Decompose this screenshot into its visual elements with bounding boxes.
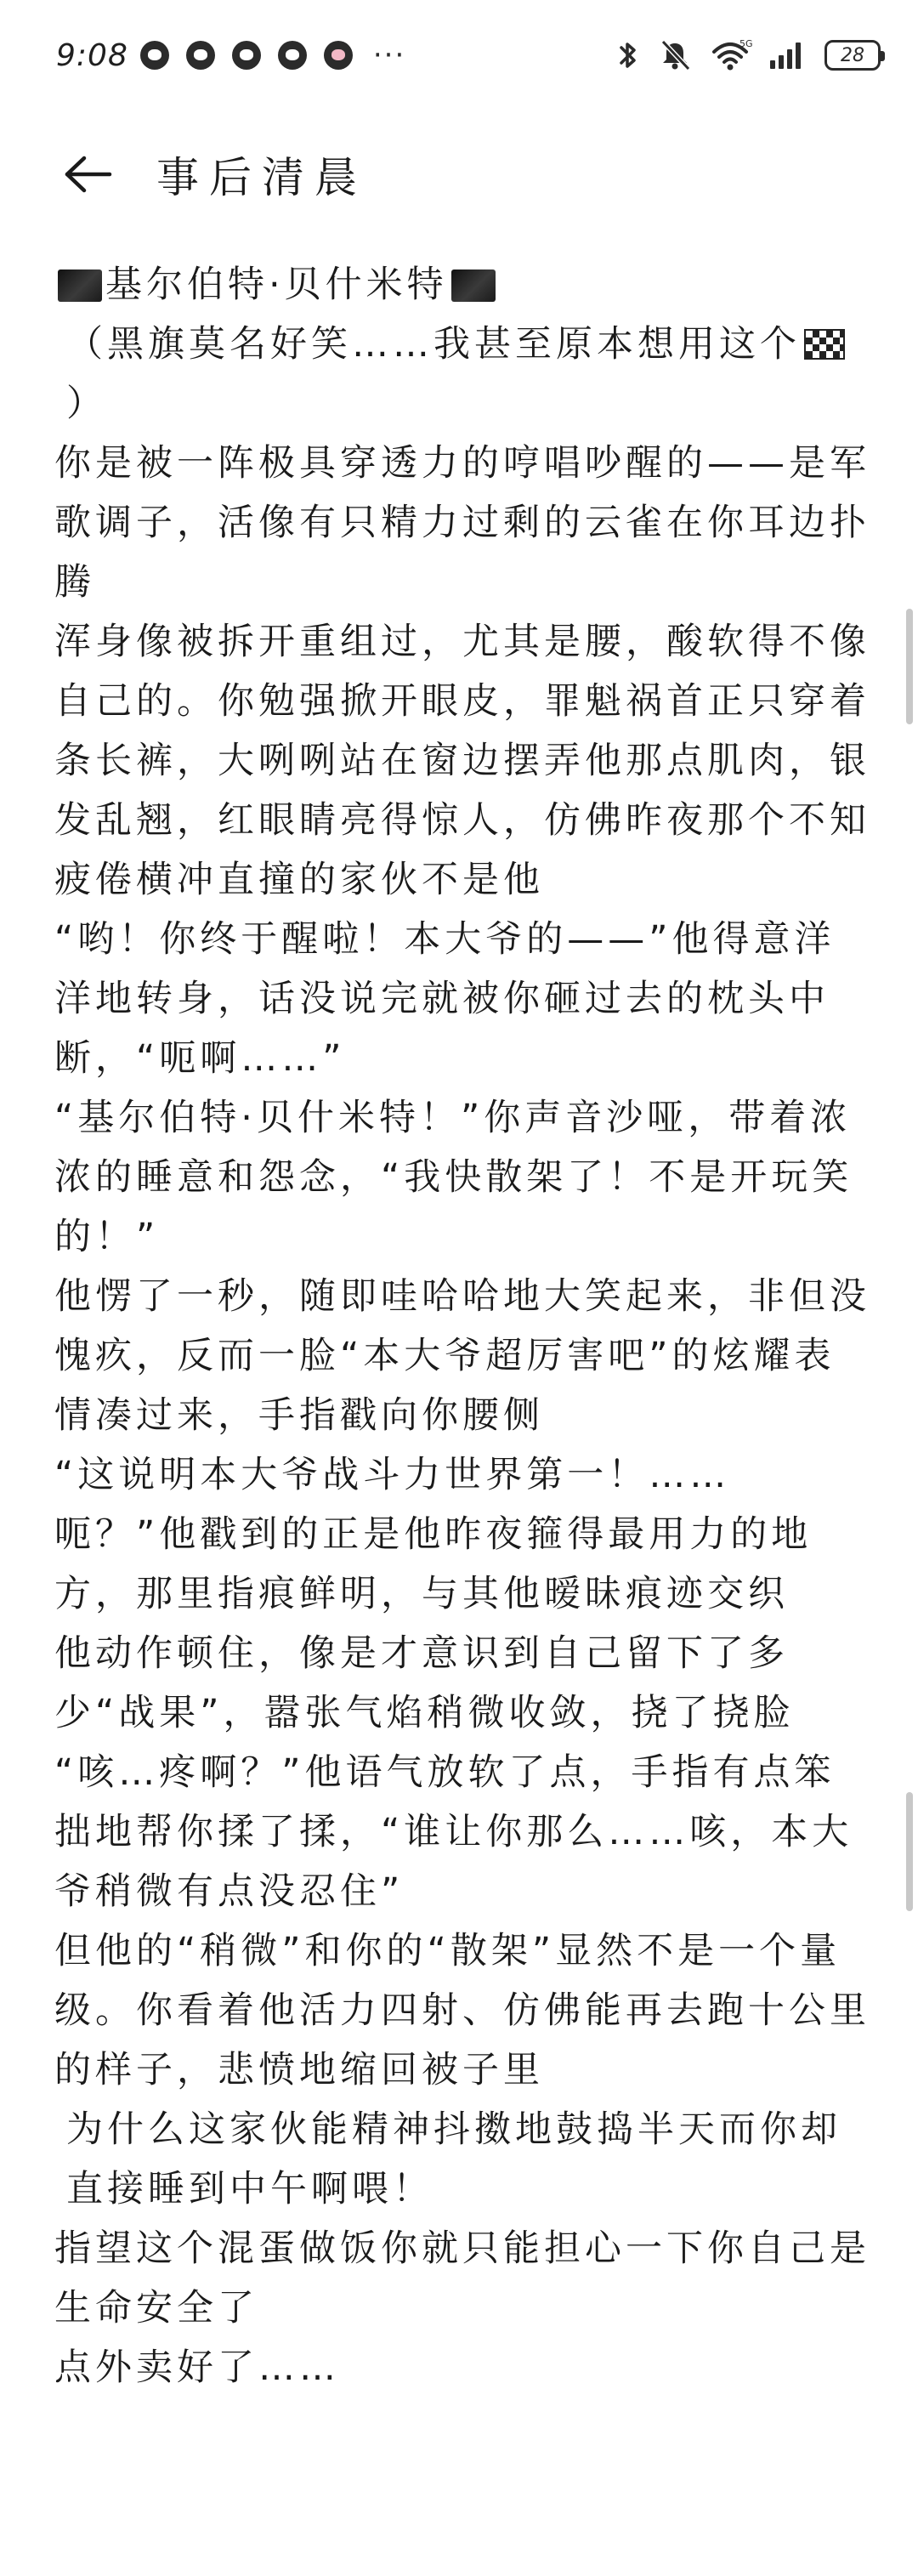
checkered-flag-icon [804,329,845,360]
signal-icon [768,40,806,71]
story-paragraph: 浑身像被拆开重组过，尤其是腰，酸软得不像自己的。你勉强掀开眼皮，罪魁祸首正只穿着条长裤，大咧咧站在窗边摆弄他那点肌肉，银发乱翘，红眼睛亮得惊人，仿佛昨夜那个不知疲倦横冲直撞的家伙不是他 [54,621,870,901]
battery-icon: 28 [824,40,881,71]
story-paragraph: 指望这个混蛋做饭你就只能担心一下你自己是生命安全了 [54,2227,870,2329]
author-note-close: ） [66,383,107,425]
network-type-label: 5G [740,38,753,49]
status-bar [0,0,918,111]
story-paragraph: “哟！你终于醒啦！本大爷的——”他得意洋洋地转身，话没说完就被你砸过去的枕头中断，“呃啊……” [54,918,836,1080]
story-paragraph: 为什么这家伙能精神抖擞地鼓捣半天而你却直接睡到中午啊喂！ [66,2108,842,2210]
page-title: 事后清晨 [156,153,367,202]
author-note-text: （黑旗莫名好笑……我甚至原本想用这个 [66,323,801,366]
app-notification-icon [278,41,307,70]
story-paragraph: 他动作顿住，像是才意识到自己留下了多少“战果”，嚣张气焰稍微收敛，挠了挠脸 [54,1632,795,1734]
black-flag-icon [58,270,102,302]
app-notification-icon [324,41,353,70]
article-body [54,255,870,2397]
mute-icon [658,38,692,72]
story-paragraph: 他愣了一秒，随即哇哈哈地大笑起来，非但没愧疚，反而一脸“本大爷超厉害吧”的炫耀表情凑过来，手指戳向你腰侧 [54,1275,870,1437]
story-paragraph: “咳…疼啊？”他语气放软了点，手指有点笨拙地帮你揉了揉，“谁让你那么……咳，本大爷稍微有点没忍住” [54,1751,853,1913]
back-button[interactable] [49,136,126,213]
scrollbar-thumb[interactable] [906,609,913,724]
status-time: 9:08 [56,37,128,73]
story-paragraph: 但他的“稍微”和你的“散架”显然不是一个量级。你看着他活力四射、仿佛能再去跑十公里的样子，悲愤地缩回被子里 [54,1930,870,2091]
wifi-icon [711,38,753,72]
author-note [54,315,870,434]
story-paragraph: 你是被一阵极具穿透力的哼唱吵醒的——是军歌调子，活像有只精力过剩的云雀在你耳边扑腾 [54,442,870,604]
app-notification-icon [232,41,261,70]
article-heading [54,255,870,315]
heading-text: 基尔伯特·贝什米特 [105,264,448,306]
bluetooth-icon [617,38,639,72]
story-paragraph: “这说明本大爷战斗力世界第一！……呃？”他戳到的正是他昨夜箍得最用力的地方，那里指痕鲜明，与其他暧昧痕迹交织 [54,1454,813,1615]
more-notifications: ··· [372,38,406,72]
notification-icons [140,38,405,72]
app-notification-icon [140,41,169,70]
scrollbar-thumb[interactable] [906,1792,913,1911]
story-paragraph: “基尔伯特·贝什米特！”你声音沙哑，带着浓浓的睡意和怨念，“我快散架了！不是开玩笑的！” [54,1097,853,1258]
story-paragraph: 点外卖好了…… [54,2346,340,2389]
system-status [617,38,881,72]
arrow-left-icon [62,155,113,194]
black-flag-icon [451,270,496,302]
app-notification-icon [186,41,215,70]
top-app-bar [0,128,918,221]
